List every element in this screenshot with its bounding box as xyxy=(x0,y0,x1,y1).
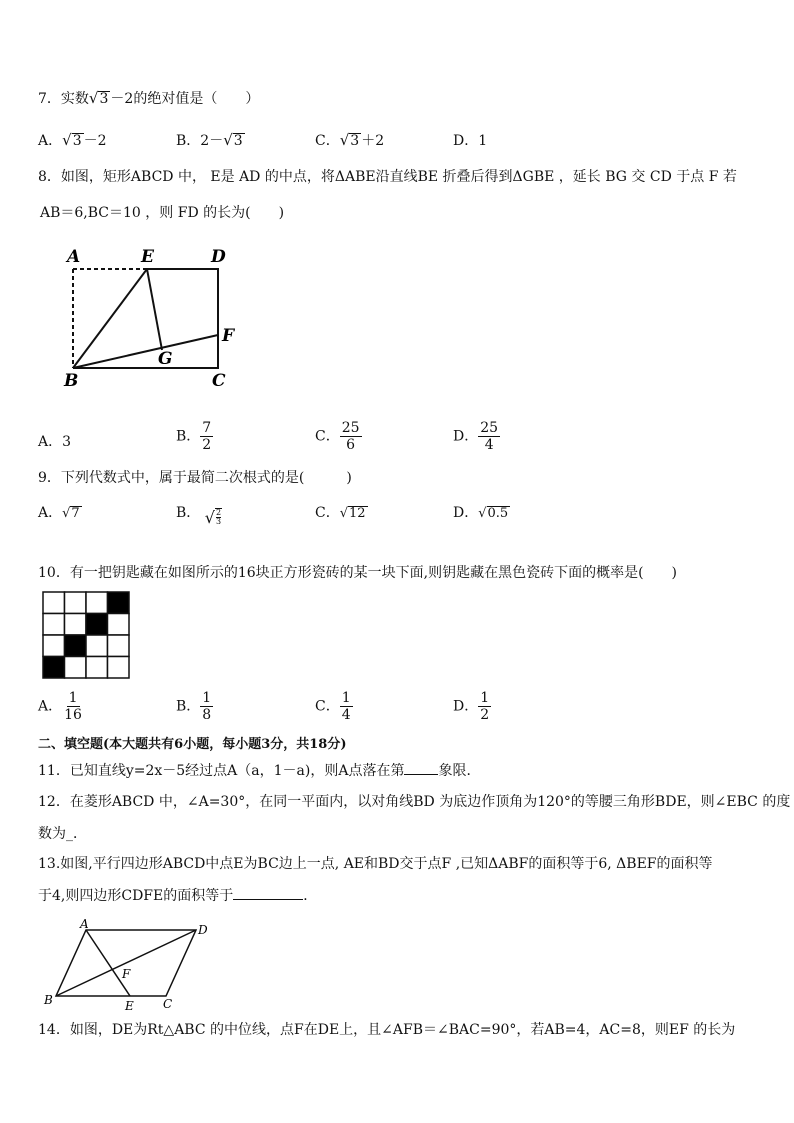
section-2-title: 二、填空题(本大题共有6小题，每小题3分，共18分) xyxy=(38,737,347,752)
rectangle-outline xyxy=(73,269,218,368)
segment-bd xyxy=(56,930,196,996)
tile-white xyxy=(43,592,65,614)
q13-stem-line1: 13.如图,平行四边形ABCD中点E为BC边上一点, AE和BD交于点F ,已知ΔABF的面积等于6, ΔBEF的面积等 xyxy=(38,856,713,872)
q12-stem-line2: 数为_． xyxy=(38,826,87,842)
tile-black xyxy=(108,592,130,614)
tile-white xyxy=(43,614,65,636)
q7-option-b[interactable]: B．2－√3 xyxy=(176,131,243,149)
tile-white xyxy=(43,635,65,657)
label-f: F xyxy=(222,326,235,346)
label-c: C xyxy=(163,997,173,1011)
tile-white xyxy=(65,614,87,636)
q8-option-d[interactable]: D． $\frac{25}{4}$ xyxy=(453,420,499,454)
label-d: D xyxy=(198,923,208,937)
label-b: B xyxy=(64,371,79,390)
tile-white xyxy=(65,657,87,679)
tile-white xyxy=(108,635,130,657)
q7-option-c[interactable]: C．√3 ＋2 xyxy=(315,131,385,149)
q10-option-a[interactable]: A． $\frac{1}{16}$ xyxy=(38,690,82,724)
q8-option-a[interactable]: A．3 xyxy=(38,434,72,450)
q13-stem-line2: 于4,则四边形CDFE的面积等于 ． xyxy=(38,888,318,904)
tile-white xyxy=(86,657,108,679)
q9-option-d[interactable]: D．√0.5 xyxy=(453,505,509,521)
q9-option-b[interactable]: B． √ $\frac{2}{3}$ xyxy=(176,505,222,527)
tile-white xyxy=(108,657,130,679)
q8-option-b[interactable]: B． $\frac{7}{2}$ xyxy=(176,420,212,454)
q7-option-d[interactable]: D．1 xyxy=(453,133,488,149)
q8-figure xyxy=(55,240,245,390)
q11-answer-blank[interactable] xyxy=(404,774,438,775)
label-a: A xyxy=(80,917,89,931)
q13-answer-blank[interactable] xyxy=(233,899,303,900)
q9-option-c[interactable]: C．√12 xyxy=(315,505,366,521)
q12-stem-line1: 12．在菱形ABCD 中，∠A=30°，在同一平面内，以对角线BD 为底边作顶角为120°的等腰三角形BDE，则∠EBC 的度 xyxy=(38,794,791,810)
q13-figure xyxy=(38,916,218,1016)
label-g: G xyxy=(158,349,173,369)
q10-stem: 10．有一把钥匙藏在如图所示的16块正方形瓷砖的某一块下面,则钥匙藏在黑色瓷砖下面的概率是( ) xyxy=(38,565,678,581)
label-a: A xyxy=(67,247,81,267)
q10-option-d[interactable]: D． $\frac{1}{2}$ xyxy=(453,690,490,724)
tile-white xyxy=(65,592,87,614)
label-b: B xyxy=(44,993,53,1007)
tile-black xyxy=(43,657,65,679)
q10-tile-grid xyxy=(42,591,130,679)
q7-option-a[interactable]: A．√3 －2 xyxy=(38,131,107,149)
tile-white xyxy=(86,592,108,614)
q8-stem-line1: 8．如图，矩形ABCD 中， E是 AD 的中点，将ΔABE沿直线BE 折叠后得到ΔGBE ，延长 BG 交 CD 于点 F 若 xyxy=(38,169,737,185)
q10-option-b[interactable]: B． $\frac{1}{8}$ xyxy=(176,690,212,724)
segment-eg xyxy=(147,269,162,350)
tile-white xyxy=(86,635,108,657)
tile-black xyxy=(86,614,108,636)
label-c: C xyxy=(212,371,226,390)
label-e: E xyxy=(141,247,154,267)
q9-stem: 9．下列代数式中，属于最简二次根式的是( ) xyxy=(38,470,352,486)
q8-option-c[interactable]: C． $\frac{25}{6}$ xyxy=(315,420,360,454)
tile-black xyxy=(65,635,87,657)
q9-option-a[interactable]: A．√7 xyxy=(38,505,80,521)
label-f: F xyxy=(122,967,131,981)
q10-option-c[interactable]: C． $\frac{1}{4}$ xyxy=(315,690,351,724)
q14-stem: 14．如图，DE为Rt△ABC 的中位线，点F在DE上，且∠AFB＝∠BAC=90°，若AB=4，AC=8，则EF 的长为 xyxy=(38,1022,736,1038)
q7-stem: 7．实数√3 －2的绝对值是（ ） xyxy=(38,89,260,107)
tile-white xyxy=(108,614,130,636)
segment-ae xyxy=(86,930,130,996)
q11-stem: 11．已知直线y=2x－5经过点A（a，1－a)，则A点落在第 象限． xyxy=(38,763,481,779)
label-d: D xyxy=(211,247,226,267)
q8-stem-line2: AB＝6,BC＝10 ，则 FD 的长为( ) xyxy=(40,205,285,221)
label-e: E xyxy=(125,999,134,1013)
